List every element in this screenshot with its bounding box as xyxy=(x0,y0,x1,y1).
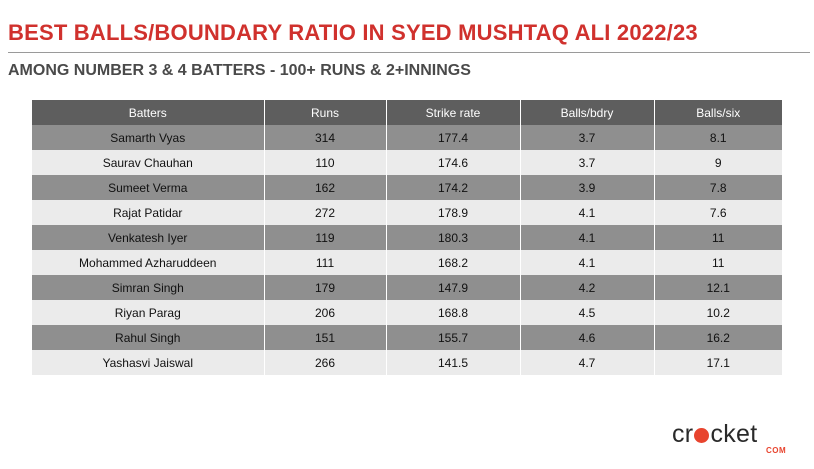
table-header-row xyxy=(32,100,782,125)
stat-cell: 155.7 xyxy=(386,325,520,350)
stat-cell: 4.1 xyxy=(520,200,654,225)
stat-cell: 174.6 xyxy=(386,150,520,175)
stat-cell: 151 xyxy=(264,325,386,350)
table-row xyxy=(32,150,782,175)
stat-cell: 17.1 xyxy=(654,350,782,375)
column-header: Runs xyxy=(264,100,386,125)
stat-cell: 162 xyxy=(264,175,386,200)
stat-cell: 12.1 xyxy=(654,275,782,300)
table-row xyxy=(32,350,782,375)
chart-title: BEST BALLS/BOUNDARY RATIO IN SYED MUSHTAQ ALI 2022/23 xyxy=(8,20,698,45)
stat-cell: 314 xyxy=(264,125,386,150)
batter-name-cell: Samarth Vyas xyxy=(32,125,264,150)
batter-name-cell: Sumeet Verma xyxy=(32,175,264,200)
table-row xyxy=(32,225,782,250)
column-header: Balls/bdry xyxy=(520,100,654,125)
stat-cell: 16.2 xyxy=(654,325,782,350)
column-header: Strike rate xyxy=(386,100,520,125)
table-row xyxy=(32,300,782,325)
batter-name-cell: Saurav Chauhan xyxy=(32,150,264,175)
stat-cell: 179 xyxy=(264,275,386,300)
stat-cell: 4.1 xyxy=(520,225,654,250)
stat-cell: 9 xyxy=(654,150,782,175)
table-row xyxy=(32,200,782,225)
stat-cell: 147.9 xyxy=(386,275,520,300)
batter-name-cell: Mohammed Azharuddeen xyxy=(32,250,264,275)
stat-cell: 8.1 xyxy=(654,125,782,150)
stat-cell: 11 xyxy=(654,225,782,250)
logo-suffix: COM xyxy=(766,446,787,455)
batter-name-cell: Yashasvi Jaiswal xyxy=(32,350,264,375)
stat-cell: 4.2 xyxy=(520,275,654,300)
column-header: Balls/six xyxy=(654,100,782,125)
stat-cell: 178.9 xyxy=(386,200,520,225)
batter-name-cell: Simran Singh xyxy=(32,275,264,300)
stat-cell: 119 xyxy=(264,225,386,250)
table-row xyxy=(32,125,782,150)
cricket-com-logo xyxy=(672,420,792,462)
stat-cell: 111 xyxy=(264,250,386,275)
stat-cell: 7.8 xyxy=(654,175,782,200)
cricket-ball-icon xyxy=(694,428,709,443)
stat-cell: 266 xyxy=(264,350,386,375)
stat-cell: 272 xyxy=(264,200,386,225)
table-body xyxy=(32,125,782,375)
stat-cell: 168.2 xyxy=(386,250,520,275)
stat-cell: 7.6 xyxy=(654,200,782,225)
stat-cell: 4.7 xyxy=(520,350,654,375)
logo-text-start: cr xyxy=(672,420,694,448)
table-row xyxy=(32,250,782,275)
column-header: Batters xyxy=(32,100,264,125)
batter-name-cell: Venkatesh Iyer xyxy=(32,225,264,250)
batter-name-cell: Riyan Parag xyxy=(32,300,264,325)
stat-cell: 206 xyxy=(264,300,386,325)
stat-cell: 180.3 xyxy=(386,225,520,250)
table-row xyxy=(32,275,782,300)
logo-wordmark xyxy=(672,420,758,449)
stat-cell: 177.4 xyxy=(386,125,520,150)
stat-cell: 3.7 xyxy=(520,125,654,150)
batter-name-cell: Rahul Singh xyxy=(32,325,264,350)
stat-cell: 4.1 xyxy=(520,250,654,275)
stat-cell: 4.6 xyxy=(520,325,654,350)
stats-table xyxy=(32,100,782,375)
stat-cell: 168.8 xyxy=(386,300,520,325)
batter-name-cell: Rajat Patidar xyxy=(32,200,264,225)
stat-cell: 141.5 xyxy=(386,350,520,375)
stat-cell: 3.9 xyxy=(520,175,654,200)
table-row xyxy=(32,175,782,200)
logo-text-end: cket xyxy=(710,420,758,448)
chart-subtitle: AMONG NUMBER 3 & 4 BATTERS - 100+ RUNS & 2+INNINGS xyxy=(8,62,471,79)
stat-cell: 110 xyxy=(264,150,386,175)
title-divider xyxy=(8,52,810,53)
stat-cell: 3.7 xyxy=(520,150,654,175)
stat-cell: 4.5 xyxy=(520,300,654,325)
stat-cell: 11 xyxy=(654,250,782,275)
stat-cell: 174.2 xyxy=(386,175,520,200)
table-row xyxy=(32,325,782,350)
stat-cell: 10.2 xyxy=(654,300,782,325)
